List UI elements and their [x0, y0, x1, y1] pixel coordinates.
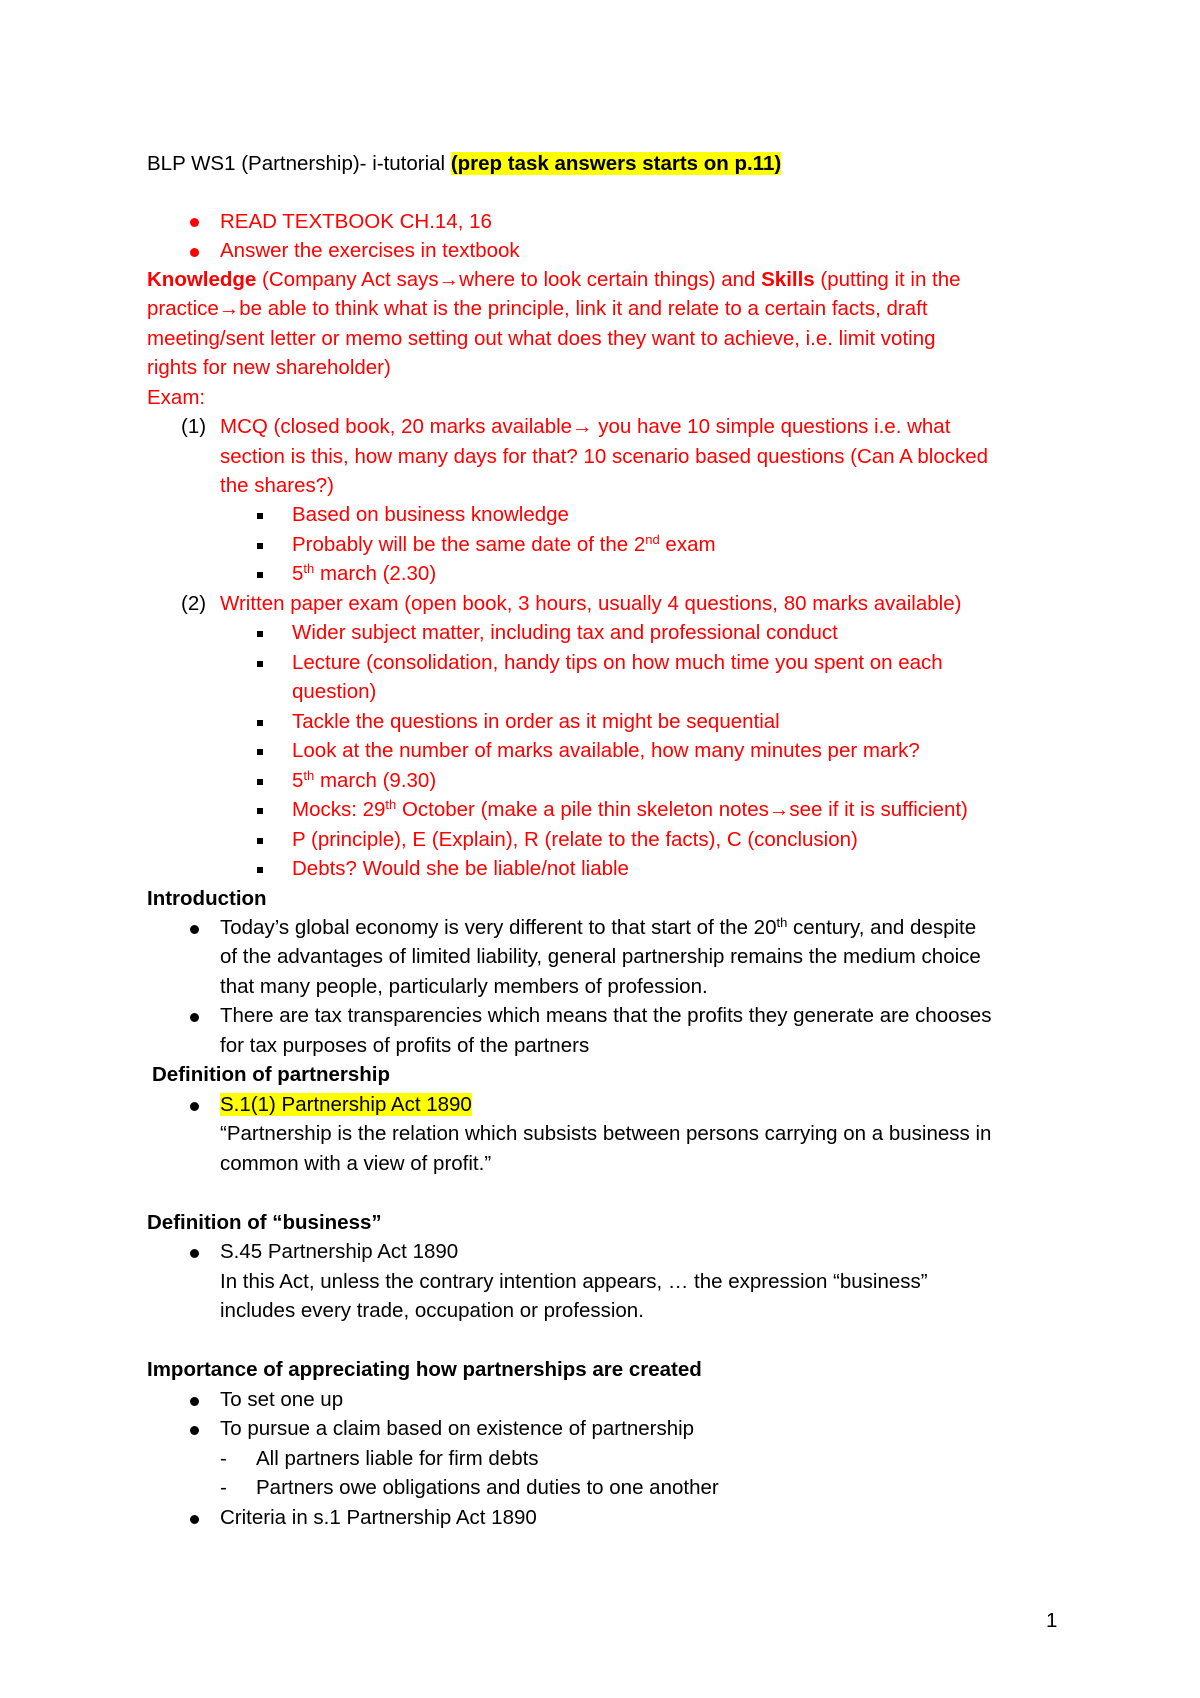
exam-item-1-sub-3: [292, 562, 436, 586]
knowledge-line-2: [147, 297, 928, 321]
exam-item-2-sub-2-cont: question): [292, 680, 377, 703]
definition-business-heading: Definition of “business”: [147, 1211, 382, 1234]
importance-bullet-2: To pursue a claim based on existence of partnership: [220, 1417, 695, 1440]
page-number: 1: [1046, 1609, 1058, 1632]
square-bullet-icon: [257, 543, 263, 549]
square-bullet-icon: [257, 661, 263, 667]
square-bullet-icon: [257, 838, 263, 844]
exam-item-2-sub-5: [292, 769, 436, 793]
importance-dash-1: All partners liable for firm debts: [256, 1447, 539, 1470]
skills-label: Skills: [761, 268, 815, 291]
definition-business-bullet: S.45 Partnership Act 1890: [220, 1240, 459, 1263]
exam-item-2-number: (2): [181, 592, 207, 615]
exam-item-2-sub-6: [292, 798, 968, 822]
superscript: th: [776, 915, 788, 930]
exam-item-1-number: (1): [181, 415, 207, 438]
exam-item-1-line-3: the shares?): [220, 474, 334, 497]
square-bullet-icon: [257, 572, 263, 578]
superscript: nd: [645, 532, 660, 547]
exam-item-2-sub-1: Wider subject matter, including tax and professional conduct: [292, 621, 838, 644]
title-highlight: (prep task answers starts on p.11): [450, 152, 782, 175]
exam-text: Probably will be the same date of the 2: [292, 533, 646, 556]
superscript: th: [385, 797, 397, 812]
exam-item-1-line-2: section is this, how many days for that? 10 scenario based questions (Can A blocked: [220, 445, 989, 468]
bullet-icon: [190, 1013, 199, 1022]
exam-text: 5: [292, 769, 304, 792]
definition-business-line-1: In this Act, unless the contrary intention appears, … the expression “business”: [220, 1270, 928, 1293]
exam-item-2-sub-2: Lecture (consolidation, handy tips on how much time you spent on each: [292, 651, 943, 674]
document-title: [147, 152, 781, 176]
bullet-answer-exercises: Answer the exercises in textbook: [220, 239, 520, 262]
knowledge-line-1: [147, 268, 961, 292]
knowledge-text: be able to think what is the principle, link it and relate to a certain facts, draft: [239, 297, 928, 320]
definition-business-line-2: includes every trade, occupation or profession.: [220, 1299, 644, 1322]
dash-icon: -: [220, 1476, 227, 1499]
dash-icon: -: [220, 1447, 227, 1470]
square-bullet-icon: [257, 631, 263, 637]
introduction-bullet-2-line-2: for tax purposes of profits of the partners: [220, 1034, 590, 1057]
introduction-heading: Introduction: [147, 887, 267, 910]
superscript: th: [303, 768, 315, 783]
knowledge-line-3: meeting/sent letter or memo setting out what does they want to achieve, i.e. limit voting: [147, 327, 936, 350]
importance-bullet-1: To set one up: [220, 1388, 344, 1411]
arrow-right-icon: →: [218, 297, 240, 320]
exam-text: you have 10 simple questions i.e. what: [592, 415, 951, 438]
importance-bullet-3: Criteria in s.1 Partnership Act 1890: [220, 1506, 537, 1529]
bullet-icon: [190, 1426, 199, 1435]
square-bullet-icon: [257, 867, 263, 873]
exam-text: exam: [659, 533, 716, 556]
definition-partnership-quote-2: common with a view of profit.”: [220, 1152, 492, 1175]
exam-item-1-sub-2: [292, 533, 716, 557]
bullet-icon: [190, 1515, 199, 1524]
title-text: BLP WS1 (Partnership)- i-tutorial: [147, 152, 451, 175]
importance-heading: Importance of appreciating how partnerships are created: [147, 1358, 702, 1381]
square-bullet-icon: [257, 513, 263, 519]
bullet-icon: [190, 1397, 199, 1406]
knowledge-line-4: rights for new shareholder): [147, 356, 391, 379]
exam-text: march (9.30): [314, 769, 437, 792]
section-reference-highlight: S.1(1) Partnership Act 1890: [220, 1093, 472, 1116]
bullet-icon: [190, 1102, 199, 1111]
introduction-bullet-1: [220, 916, 976, 940]
exam-text: Mocks: 29: [292, 798, 386, 821]
exam-label: Exam:: [147, 386, 206, 409]
knowledge-label: Knowledge: [147, 268, 257, 291]
exam-item-2-line-1: Written paper exam (open book, 3 hours, usually 4 questions, 80 marks available): [220, 592, 962, 615]
bullet-icon: [190, 1249, 199, 1258]
bullet-read-textbook: READ TEXTBOOK CH.14, 16: [220, 210, 492, 233]
bullet-icon: [190, 248, 199, 257]
bullet-icon: [190, 925, 199, 934]
square-bullet-icon: [257, 808, 263, 814]
definition-partnership-heading: Definition of partnership: [152, 1063, 391, 1086]
exam-text: 5: [292, 562, 304, 585]
exam-item-2-sub-7: P (principle), E (Explain), R (relate to the facts), C (conclusion): [292, 828, 858, 851]
arrow-right-icon: →: [768, 798, 790, 821]
exam-text: October (make a pile thin skeleton notes: [396, 798, 769, 821]
exam-text: MCQ (closed book, 20 marks available: [220, 415, 573, 438]
knowledge-text: (putting it in the: [814, 268, 961, 291]
intro-text: Today’s global economy is very different to that start of the 20: [220, 916, 777, 939]
exam-item-2-sub-3: Tackle the questions in order as it might be sequential: [292, 710, 780, 733]
introduction-bullet-1-line-3: that many people, particularly members of profession.: [220, 975, 708, 998]
introduction-bullet-1-line-2: of the advantages of limited liability, general partnership remains the medium choice: [220, 945, 981, 968]
square-bullet-icon: [257, 749, 263, 755]
exam-text: march (2.30): [314, 562, 437, 585]
introduction-bullet-2: There are tax transparencies which means that the profits they generate are chooses: [220, 1004, 992, 1027]
bullet-icon: [190, 218, 199, 227]
definition-partnership-bullet: [220, 1093, 472, 1117]
intro-text: century, and despite: [787, 916, 977, 939]
arrow-right-icon: →: [572, 415, 593, 438]
knowledge-text: (Company Act says: [256, 268, 439, 291]
square-bullet-icon: [257, 720, 263, 726]
importance-dash-2: Partners owe obligations and duties to one another: [256, 1476, 719, 1499]
exam-item-1-sub-1: Based on business knowledge: [292, 503, 569, 526]
superscript: th: [303, 561, 315, 576]
knowledge-text: practice: [147, 297, 219, 320]
square-bullet-icon: [257, 779, 263, 785]
arrow-right-icon: →: [438, 268, 460, 291]
knowledge-text: where to look certain things) and: [459, 268, 762, 291]
exam-item-2-sub-8: Debts? Would she be liable/not liable: [292, 857, 629, 880]
exam-text: see if it is sufficient): [789, 798, 968, 821]
definition-partnership-quote-1: “Partnership is the relation which subsists between persons carrying on a business in: [220, 1122, 992, 1145]
exam-item-1-line-1: [220, 415, 950, 439]
exam-item-2-sub-4: Look at the number of marks available, how many minutes per mark?: [292, 739, 920, 762]
